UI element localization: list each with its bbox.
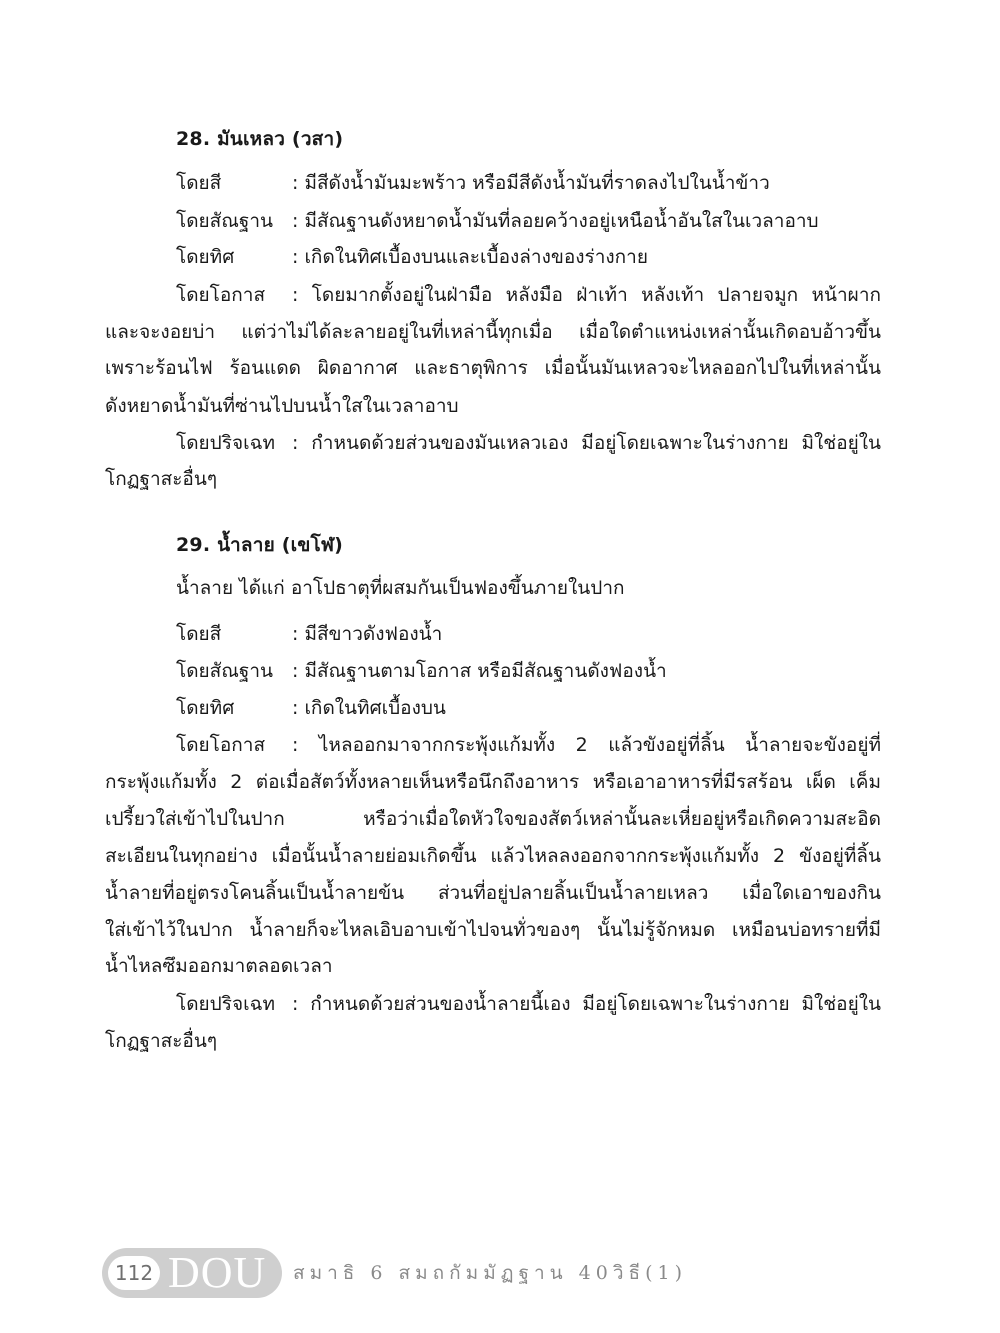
brand-logo: DOU <box>168 1248 267 1297</box>
section-heading: 28. มันเหลว (วสา) <box>176 128 344 150</box>
property-text: : กำหนดด้วยส่วนของน้ำลายนี้เอง มีอยู่โดยเฉพาะในร่างกาย มิใช่อยู่ใน <box>292 993 881 1015</box>
property-line <box>176 284 881 307</box>
paragraph-line: น้ำไหลซึมออกมาตลอดเวลา <box>105 955 333 977</box>
property-label: โดยสัณฐาน <box>176 660 274 682</box>
property-label: โดยสัณฐาน <box>176 210 274 232</box>
paragraph-line: กระพุ้งแก้มทั้ง 2 ต่อเมื่อสัตว์ทั้งหลายเห็นหรือนึกถึงอาหาร หรือเอาอาหารที่มีรสร้อน เผ็ด เค็ม <box>105 771 881 793</box>
property-text: : ไหลออกมาจากกระพุ้งแก้มทั้ง 2 แล้วขังอยู่ที่ลิ้น น้ำลายจะขังอยู่ที่ <box>292 734 881 756</box>
section-heading: 29. น้ำลาย (เขโฬ) <box>176 534 344 556</box>
paragraph-line: เปรี้ยวใส่เข้าไปในปาก หรือว่าเมื่อใดหัวใจของสัตว์เหล่านั้นละเหี่ยอยู่หรือเกิดความสะอิด <box>105 808 881 830</box>
property-text: : โดยมากตั้งอยู่ในฝ่ามือ หลังมือ ฝ่าเท้า หลังเท้า ปลายจมูก หน้าผาก <box>292 284 881 306</box>
property-label: โดยทิศ <box>176 246 235 268</box>
paragraph-line: ใส่เข้าไว้ในปาก น้ำลายก็จะไหลเอิบอาบเข้าไปจนทั่วของๆ นั้นไม่รู้จักหมด เหมือนบ่อทรายที่มี <box>105 919 881 941</box>
property-label: โดยปริจเฉท <box>176 993 276 1015</box>
property-label: โดยสี <box>176 623 222 645</box>
property-text: : มีสีดังน้ำมันมะพร้าว หรือมีสีดังน้ำมันที่ราดลงไปในน้ำข้าว <box>292 172 770 194</box>
property-line <box>176 993 881 1016</box>
paragraph-line: โกฏฐาสะอื่นๆ <box>105 468 218 490</box>
property-text: : มีสัณฐานดังหยาดน้ำมันที่ลอยคว้างอยู่เหนือน้ำอันใสในเวลาอาบ <box>292 210 819 232</box>
property-text: : เกิดในทิศเบื้องบนและเบื้องล่างของร่างกาย <box>292 246 648 268</box>
paragraph-line: และจะงอยบ่า แต่ว่าไม่ได้ละลายอยู่ในที่เหล่านี้ทุกเมื่อ เมื่อใดตำแหน่งเหล่านั้นเกิดอบอ้าวขึ้น <box>105 321 881 343</box>
property-line <box>176 172 881 195</box>
property-line <box>176 623 881 646</box>
property-line <box>176 210 881 233</box>
intro-line: น้ำลาย ได้แก่ อาโปธาตุที่ผสมกันเป็นฟองขึ้นภายในปาก <box>176 577 625 599</box>
property-text: : เกิดในทิศเบื้องบน <box>292 697 446 719</box>
paragraph-line: ดังหยาดน้ำมันที่ซ่านไปบนน้ำใสในเวลาอาบ <box>105 395 459 417</box>
book-title: สมาธิ 6 สมถกัมมัฏฐาน 40วิธี(1) <box>293 1262 688 1284</box>
property-text: : มีสีขาวดังฟองน้ำ <box>292 623 443 645</box>
paragraph-line: เพราะร้อนไฟ ร้อนแดด ผิดอากาศ และธาตุพิการ เมื่อนั้นมันเหลวจะไหลออกไปในที่เหล่านั้น <box>105 357 881 379</box>
property-text: : มีสัณฐานตามโอกาส หรือมีสัณฐานดังฟองน้ำ <box>292 660 667 682</box>
paragraph-line: สะเอียนในทุกอย่าง เมื่อนั้นน้ำลายย่อมเกิดขึ้น แล้วไหลลงออกจากกระพุ้งแก้มทั้ง 2 ขังอยู่ที่ลิ้น <box>105 845 881 867</box>
property-line <box>176 734 881 757</box>
property-line <box>176 246 881 269</box>
property-text: : กำหนดด้วยส่วนของมันเหลวเอง มีอยู่โดยเฉพาะในร่างกาย มิใช่อยู่ใน <box>292 432 881 454</box>
page-number: 112 <box>108 1256 160 1290</box>
paragraph-line: โกฏฐาสะอื่นๆ <box>105 1030 218 1052</box>
property-label: โดยทิศ <box>176 697 235 719</box>
property-line <box>176 697 881 720</box>
paragraph-line: น้ำลายที่อยู่ตรงโคนลิ้นเป็นน้ำลายข้น ส่วนที่อยู่ปลายลิ้นเป็นน้ำลายเหลว เมื่อใดเอาของกิน <box>105 882 881 904</box>
property-line <box>176 432 881 455</box>
property-label: โดยปริจเฉท <box>176 432 276 454</box>
property-label: โดยโอกาส <box>176 734 266 756</box>
property-line <box>176 660 881 683</box>
property-label: โดยโอกาส <box>176 284 266 306</box>
property-label: โดยสี <box>176 172 222 194</box>
